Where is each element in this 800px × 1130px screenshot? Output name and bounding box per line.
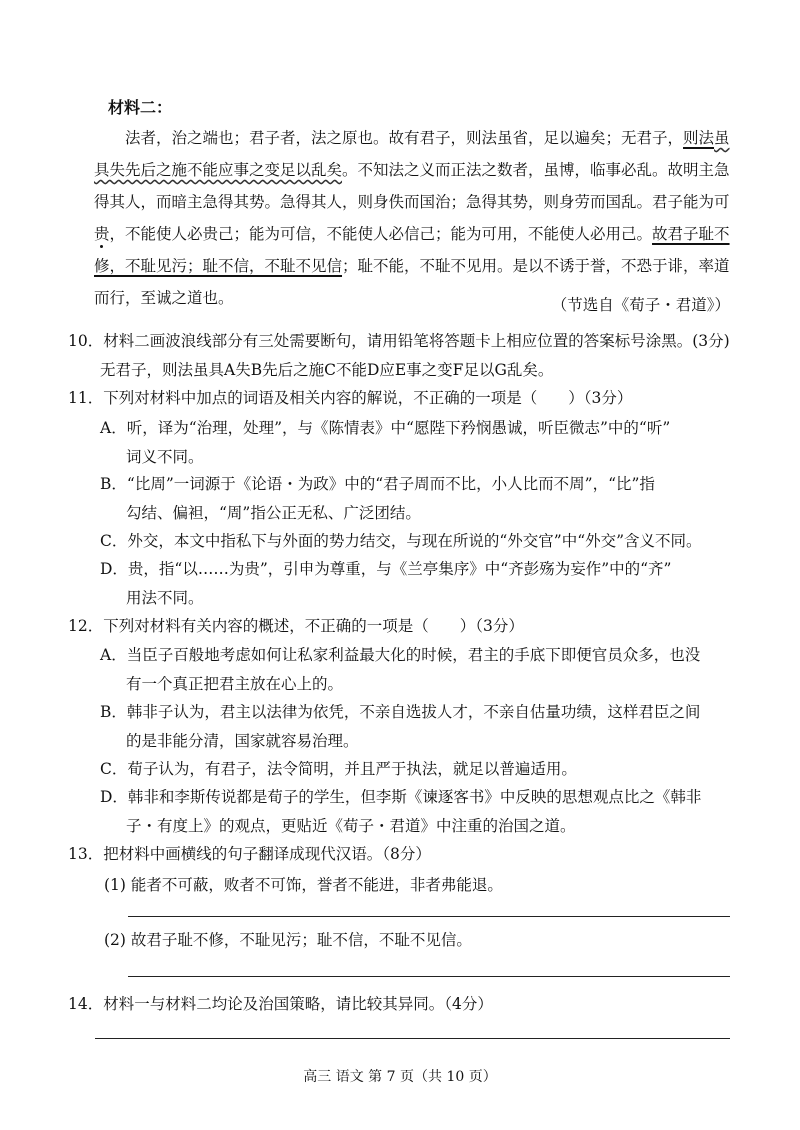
question-12-option-a[interactable] [100, 641, 740, 699]
passage-text: ，不能使人必贵己；能为可信，不能使人必信己；能为可用，不能使人必用己。 [109, 225, 653, 243]
material-source: （节选自《荀子・君道》） [551, 296, 730, 314]
material-passage [94, 122, 734, 314]
question-12-option-b[interactable] [100, 698, 740, 756]
option-text: A．听，译为“治理，处理”，与《陈情表》中“愿陛下矜悯愚诚，听臣微志”中的“听” [100, 419, 671, 437]
question-13-sentence-2: (2) 故君子耻不修，不耻见污；耻不信，不耻不见信。 [104, 931, 472, 949]
option-text: C．荀子认为，有君子，法令简明，并且严于执法，就足以普遍适用。 [100, 760, 577, 778]
option-text: 的是非能分清，国家就容易治理。 [126, 732, 359, 750]
option-text: 勾结、偏袒，“周”指公正无私、广泛团结。 [126, 504, 421, 522]
option-text: 词义不同。 [126, 448, 204, 466]
question-10-stem: 10．材料二画波浪线部分有三处需要断句，请用铅笔将答题卡上相应位置的答案标号涂黑。(3分) [68, 332, 730, 350]
answer-line-2[interactable] [128, 976, 730, 977]
question-14-stem: 14．材料一与材料二均论及治国策略，请比较其异同。（4分） [68, 995, 493, 1013]
option-text: B．“比周”一词源于《论语・为政》中的“君子周而不比，小人比而不周”，“比”指 [100, 475, 655, 493]
page-footer: 高三 语文 第 7 页（共 10 页） [303, 1069, 497, 1085]
option-text: 有一个真正把君主放在心上的。 [126, 675, 344, 693]
question-11-option-a[interactable] [100, 414, 740, 472]
question-11-option-b[interactable] [100, 470, 740, 528]
dotted-word-gui: 贵 [94, 225, 110, 243]
option-text: A．当臣子百般地考虑如何让私家利益最大化的时候，君主的手底下即便官员众多，也没 [100, 646, 701, 664]
answer-line-1[interactable] [128, 916, 730, 917]
passage-wavy-start: 则法 [683, 129, 715, 147]
underlined-sentence: 故君子耻不修，不耻见污；耻不信，不耻不见信 [94, 225, 730, 275]
passage-text: 法者，治之端也；君子者，法之原也。故有君子，则法虽省，足以遍矣；无君子， [125, 129, 684, 147]
option-text: D．韩非和李斯传说都是荀子的学生，但李斯《谏逐客书》中反映的思想观点比之《韩非 [100, 788, 702, 806]
answer-line-3[interactable] [95, 1038, 730, 1039]
question-11-option-d[interactable] [100, 555, 740, 613]
passage-text: 。不知法之义而正法之数者，虽博，临事必乱。故明主急得其人，而暗主急得其势。急得其人，则身佚而国治；急得其势，则身劳而国乱。君子能为可 [94, 161, 730, 211]
option-text: B．韩非子认为，君主以法律为依凭，不亲自选拔人才，不亲自估量功绩，这样君臣之间 [100, 703, 701, 721]
question-10 [68, 327, 748, 385]
question-12-option-d[interactable] [100, 783, 740, 841]
question-12-option-c[interactable] [100, 755, 740, 784]
option-text: D．贵，指“以……为贵”，引申为尊重，与《兰亭集序》中“齐彭殇为妄作”中的“齐” [100, 560, 672, 578]
question-10-sentence: 无君子，则法虽具A失B先后之施C不能D应E事之变F足以G乱矣。 [100, 361, 554, 379]
question-11-stem: 11．下列对材料中加点的词语及相关内容的解说，不正确的一项是（ ）（3分） [68, 389, 633, 407]
option-text: 用法不同。 [126, 589, 204, 607]
question-13-sentence-1: (1) 能者不可蔽，败者不可饰，誉者不能进，非者弗能退。 [104, 876, 503, 894]
option-text: C．外交，本文中指私下与外面的势力结交，与现在所说的“外交官”中“外交”含义不同。 [100, 532, 702, 550]
question-13-stem: 13．把材料中画横线的句子翻译成现代汉语。（8分） [68, 845, 431, 863]
question-12-stem: 12．下列对材料有关内容的概述，不正确的一项是（ ）（3分） [68, 617, 524, 635]
passage-wavy-line: 虽具失先后之施不能应事之变足以乱矣 [94, 129, 730, 179]
question-11-option-c[interactable] [100, 527, 740, 556]
option-text: 子・有度上》的观点，更贴近《荀子・君道》中注重的治国之道。 [126, 817, 576, 835]
material-heading: 材料二： [108, 98, 173, 117]
passage-text: ；耻不能，不耻不见用。是以不诱于誉，不恐于诽，率道而行，至诚之道也。 [94, 257, 730, 307]
